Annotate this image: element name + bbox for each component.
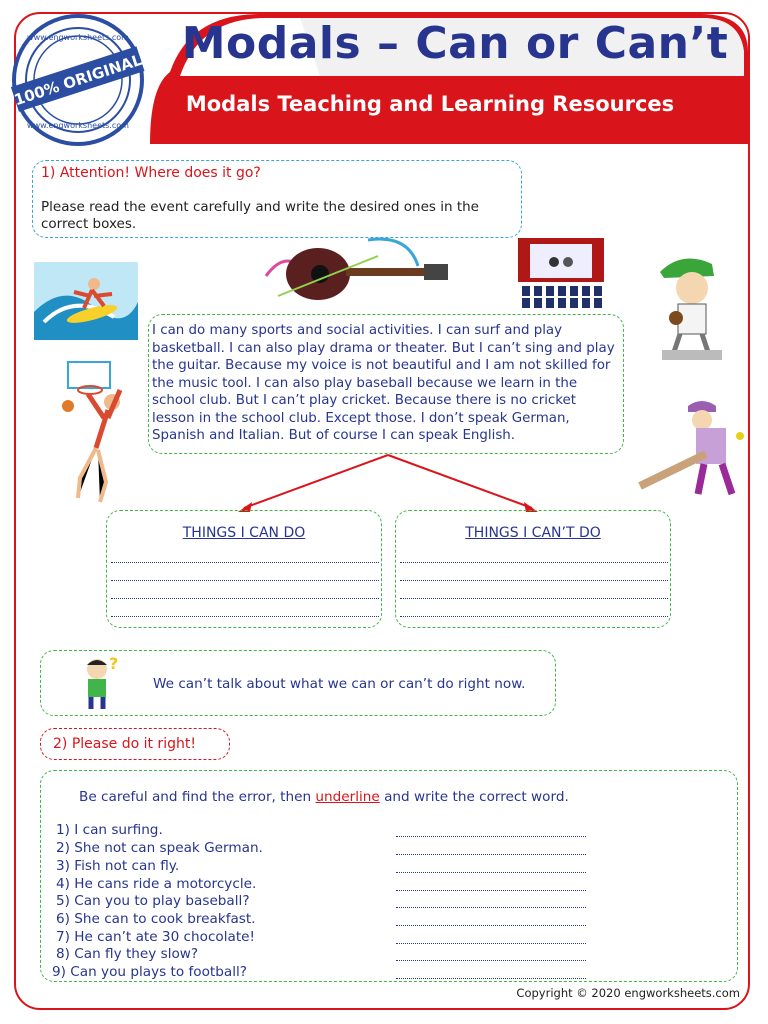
story-box (148, 314, 624, 454)
page-title: Modals – Can or Can’t (181, 18, 729, 69)
guitar-image (258, 236, 454, 312)
can-do-lines[interactable] (111, 545, 379, 617)
story-text: I can do many sports and social activities. I can surf and play basketball. I can also play drama or theater. But I can’t sing and play the guitar. Because my voice is not beautiful and I am not skilled for the music tool. I can also play baseball because we learn in the school club. But I can’t play cricket. Because there is no cricket lesson in the school club. Except those. I don’t speak German, Spanish and Italian. But of course I can speak English. (152, 323, 615, 443)
cant-do-box (395, 510, 671, 628)
exercise-item: 1) I can surfing. (56, 822, 163, 838)
arrows-divider (230, 452, 550, 516)
can-do-box (106, 510, 382, 628)
section1-instruction: Please read the event carefully and write the desired ones in the correct boxes. (41, 199, 479, 232)
answer-line[interactable] (396, 895, 586, 908)
answer-line[interactable] (396, 860, 586, 873)
note-box (40, 650, 556, 716)
exercise-instruction: Be careful and find the error, then underline and write the correct word. (79, 789, 569, 805)
svg-text:www.engworksheets.com: www.engworksheets.com (27, 121, 129, 130)
svg-text:100% ORIGINAL: 100% ORIGINAL (11, 50, 145, 110)
exercise-item: 3) Fish not can fly. (56, 858, 180, 874)
baseball-player-image (652, 252, 734, 364)
copyright-footer: Copyright © 2020 engworksheets.com (516, 986, 740, 1000)
exercise-item: 5) Can you to play baseball? (56, 893, 250, 909)
exercise-item: 4) He cans ride a motorcycle. (56, 876, 257, 892)
page-subtitle: Modals Teaching and Learning Resources (185, 92, 675, 116)
underline-word: underline (315, 789, 380, 805)
can-do-heading: THINGS I CAN DO (182, 525, 306, 541)
answer-line[interactable] (396, 878, 586, 891)
answer-line[interactable] (396, 913, 586, 926)
exercise-item: 9) Can you plays to football? (52, 964, 247, 980)
cricket-player-image (636, 396, 752, 500)
cant-do-heading: THINGS I CAN’T DO (465, 525, 601, 541)
answer-line[interactable] (396, 931, 586, 944)
answer-line[interactable] (396, 842, 586, 855)
exercise-item: 7) He can’t ate 30 chocolate! (56, 929, 255, 945)
basketball-player-image (60, 358, 138, 506)
section2-heading-box (40, 728, 230, 760)
surfer-image (34, 262, 138, 340)
answer-line[interactable] (396, 824, 586, 837)
note-text: We can’t talk about what we can or can’t do right now. (153, 676, 526, 692)
answer-line[interactable] (396, 948, 586, 961)
svg-text:?: ? (109, 655, 119, 673)
cant-do-lines[interactable] (400, 545, 668, 617)
section1-box (32, 160, 522, 238)
exercise-item: 8) Can fly they slow? (56, 946, 199, 962)
exercise-item: 2) She not can speak German. (56, 840, 263, 856)
section2-heading: 2) Please do it right! (53, 736, 196, 752)
theater-image (516, 236, 606, 310)
section1-heading: 1) Attention! Where does it go? (41, 165, 261, 181)
answer-line[interactable] (396, 966, 586, 979)
exercise-item: 6) She can to cook breakfast. (56, 911, 256, 927)
thinking-boy-icon (77, 655, 129, 713)
svg-text:www.engworksheets.com: www.engworksheets.com (27, 33, 129, 42)
original-seal-logo (8, 10, 148, 150)
